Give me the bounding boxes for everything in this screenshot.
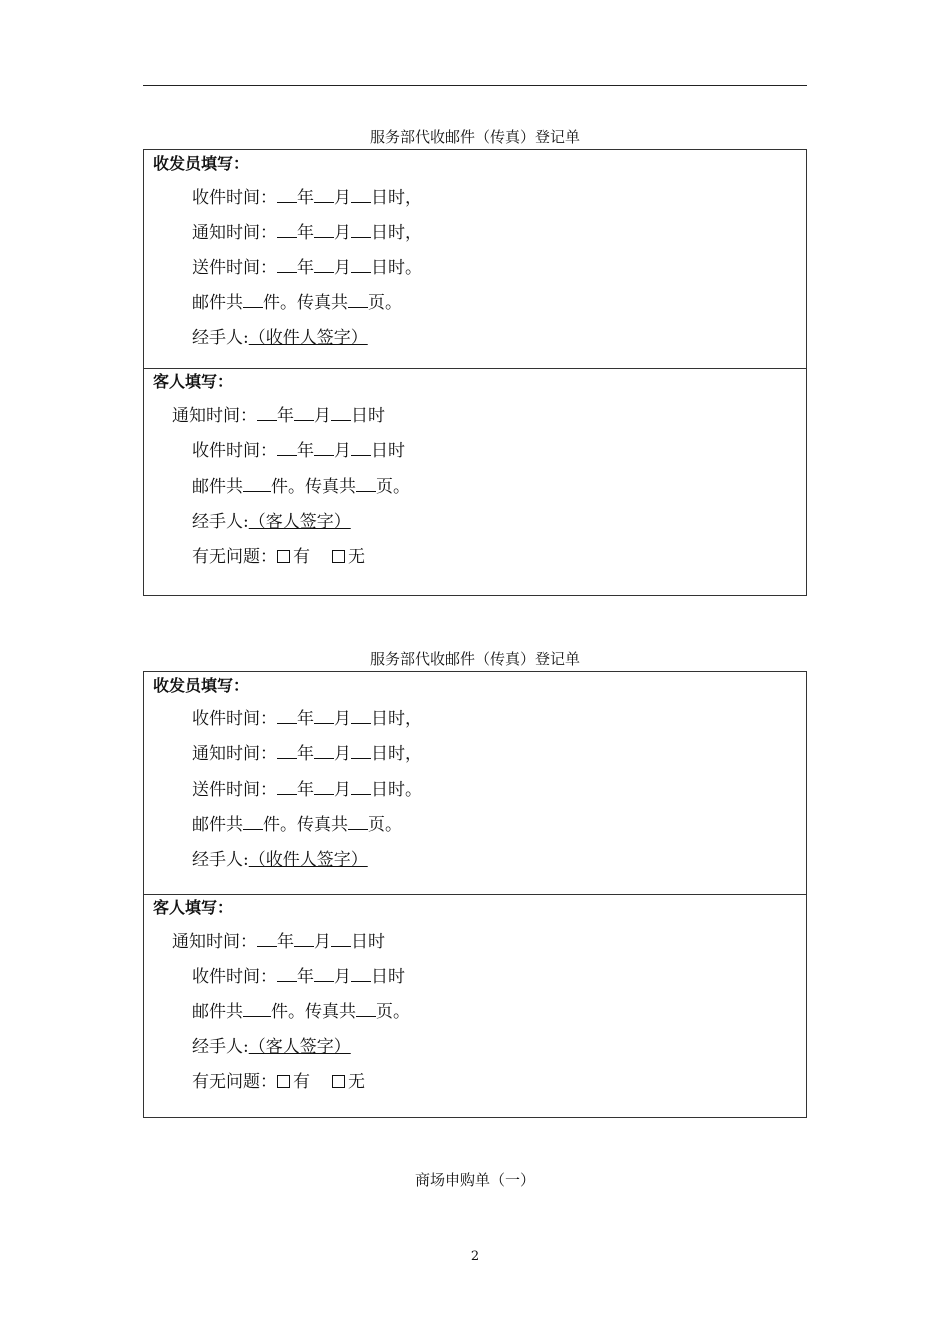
notify-time-label: 通知时间： (192, 744, 277, 764)
month-blank[interactable] (314, 744, 334, 759)
day-hour-label: 日时 (351, 932, 385, 952)
handler-line (192, 328, 368, 348)
punct: ， (405, 709, 422, 729)
day-hour-label: 日时 (371, 709, 405, 729)
year-label: 年 (297, 967, 314, 987)
day-blank[interactable] (351, 188, 371, 203)
punct: 。 (405, 780, 422, 800)
year-label: 年 (297, 780, 314, 800)
month-label: 月 (334, 780, 351, 800)
no-checkbox[interactable] (332, 1075, 345, 1088)
notify-time-line (192, 223, 422, 243)
year-label: 年 (297, 223, 314, 243)
problem-label: 有无问题： (192, 547, 277, 567)
punct: ， (405, 744, 422, 764)
mail-count-line (192, 1002, 410, 1022)
day-hour-label: 日时 (371, 258, 405, 278)
yes-label: 有 (293, 1072, 310, 1092)
clerk-heading: 收发员填写： (153, 676, 250, 695)
guest-heading: 客人填写： (153, 898, 234, 917)
no-label: 无 (348, 547, 365, 567)
receive-time-line (192, 967, 405, 987)
mail-count-blank[interactable] (243, 815, 263, 830)
mail-count-blank[interactable] (243, 293, 263, 308)
handler-label: 经手人: (192, 850, 249, 870)
handler-label: 经手人: (192, 1037, 249, 1057)
receive-time-line (192, 709, 422, 729)
guest-section (144, 368, 806, 595)
month-blank[interactable] (314, 223, 334, 238)
day-hour-label: 日时 (371, 967, 405, 987)
header-rule (143, 85, 807, 86)
year-blank[interactable] (257, 932, 277, 947)
notify-time-line (192, 744, 422, 764)
day-hour-label: 日时 (371, 441, 405, 461)
notify-time-label: 通知时间： (192, 223, 277, 243)
punct: ， (405, 188, 422, 208)
handler-line (192, 850, 368, 870)
day-blank[interactable] (351, 967, 371, 982)
month-label: 月 (334, 709, 351, 729)
day-blank[interactable] (351, 258, 371, 273)
fax-count-label: 件。传真共 (263, 293, 348, 313)
deliver-time-label: 送件时间： (192, 258, 277, 278)
year-blank[interactable] (277, 258, 297, 273)
month-blank[interactable] (314, 967, 334, 982)
year-blank[interactable] (277, 188, 297, 203)
day-hour-label: 日时 (371, 780, 405, 800)
handler-line (192, 1037, 351, 1057)
yes-checkbox[interactable] (277, 550, 290, 563)
handler-line (192, 512, 351, 532)
month-label: 月 (314, 932, 331, 952)
day-blank[interactable] (351, 223, 371, 238)
receive-time-label: 收件时间： (192, 188, 277, 208)
problem-line (192, 547, 365, 567)
notify-time-label: 通知时间： (172, 406, 257, 426)
fax-count-blank[interactable] (356, 477, 376, 492)
notify-time-label: 通知时间： (172, 932, 257, 952)
mail-count-line (192, 815, 402, 835)
clerk-section (144, 672, 806, 894)
clerk-section (144, 150, 806, 368)
mail-count-label: 邮件共 (192, 815, 243, 835)
year-blank[interactable] (277, 223, 297, 238)
month-label: 月 (334, 258, 351, 278)
deliver-time-line (192, 780, 422, 800)
month-label: 月 (334, 188, 351, 208)
mail-count-label: 邮件共 (192, 1002, 243, 1022)
guest-heading: 客人填写： (153, 372, 234, 391)
page-label: 页。 (376, 1002, 410, 1022)
mail-count-label: 邮件共 (192, 293, 243, 313)
handler-label: 经手人: (192, 512, 249, 532)
handler-label: 经手人: (192, 328, 249, 348)
year-label: 年 (297, 744, 314, 764)
receive-time-label: 收件时间： (192, 967, 277, 987)
day-hour-label: 日时 (371, 744, 405, 764)
guest-section (144, 894, 806, 1117)
mail-count-blank[interactable] (243, 1002, 271, 1017)
day-hour-label: 日时 (351, 406, 385, 426)
day-blank[interactable] (351, 441, 371, 456)
mail-count-blank[interactable] (243, 477, 271, 492)
mail-count-line (192, 477, 410, 497)
clerk-heading: 收发员填写： (153, 154, 250, 173)
punct: ， (405, 223, 422, 243)
yes-label: 有 (293, 547, 310, 567)
fax-count-label: 件。传真共 (271, 477, 356, 497)
notify-time-line (172, 932, 385, 952)
form-title: 服务部代收邮件（传真）登记单 (369, 128, 580, 146)
month-label: 月 (334, 967, 351, 987)
month-blank[interactable] (314, 441, 334, 456)
year-blank[interactable] (277, 709, 297, 724)
month-label: 月 (334, 744, 351, 764)
year-label: 年 (277, 406, 294, 426)
fax-count-blank[interactable] (348, 293, 368, 308)
month-label: 月 (314, 406, 331, 426)
page-label: 页。 (376, 477, 410, 497)
receive-time-line (192, 188, 422, 208)
day-hour-label: 日时 (371, 223, 405, 243)
year-blank[interactable] (277, 744, 297, 759)
month-blank[interactable] (314, 188, 334, 203)
year-label: 年 (297, 709, 314, 729)
yes-checkbox[interactable] (277, 1075, 290, 1088)
deliver-time-line (192, 258, 422, 278)
fax-count-label: 件。传真共 (263, 815, 348, 835)
month-blank[interactable] (314, 709, 334, 724)
no-checkbox[interactable] (332, 550, 345, 563)
signature-field[interactable]: （收件人签字） (248, 850, 368, 870)
fax-count-label: 件。传真共 (271, 1002, 356, 1022)
year-blank[interactable] (277, 780, 297, 795)
month-blank[interactable] (314, 780, 334, 795)
notify-time-line (172, 406, 385, 426)
month-blank[interactable] (294, 406, 314, 421)
year-blank[interactable] (277, 441, 297, 456)
receive-time-label: 收件时间： (192, 709, 277, 729)
day-hour-label: 日时 (371, 188, 405, 208)
punct: 。 (405, 258, 422, 278)
year-blank[interactable] (257, 406, 277, 421)
year-label: 年 (297, 441, 314, 461)
mail-count-line (192, 293, 402, 313)
year-label: 年 (297, 188, 314, 208)
fax-count-blank[interactable] (348, 815, 368, 830)
receive-time-label: 收件时间： (192, 441, 277, 461)
problem-label: 有无问题： (192, 1072, 277, 1092)
problem-line (192, 1072, 365, 1092)
no-label: 无 (348, 1072, 365, 1092)
day-blank[interactable] (351, 780, 371, 795)
month-label: 月 (334, 223, 351, 243)
deliver-time-label: 送件时间： (192, 780, 277, 800)
signature-field[interactable]: （客人签字） (248, 1037, 351, 1057)
page-number: 2 (470, 1249, 480, 1264)
month-blank[interactable] (314, 258, 334, 273)
year-label: 年 (297, 258, 314, 278)
month-blank[interactable] (294, 932, 314, 947)
registration-form (143, 149, 807, 596)
registration-form (143, 671, 807, 1118)
day-blank[interactable] (331, 932, 351, 947)
year-blank[interactable] (277, 967, 297, 982)
day-blank[interactable] (351, 709, 371, 724)
day-blank[interactable] (351, 744, 371, 759)
fax-count-blank[interactable] (356, 1002, 376, 1017)
mail-count-label: 邮件共 (192, 477, 243, 497)
form-title: 服务部代收邮件（传真）登记单 (369, 650, 580, 668)
receive-time-line (192, 441, 405, 461)
next-form-title: 商场申购单（一） (414, 1171, 535, 1189)
page-label: 页。 (368, 293, 402, 313)
month-label: 月 (334, 441, 351, 461)
day-blank[interactable] (331, 406, 351, 421)
signature-field[interactable]: （收件人签字） (248, 328, 368, 348)
year-label: 年 (277, 932, 294, 952)
page-label: 页。 (368, 815, 402, 835)
signature-field[interactable]: （客人签字） (248, 512, 351, 532)
